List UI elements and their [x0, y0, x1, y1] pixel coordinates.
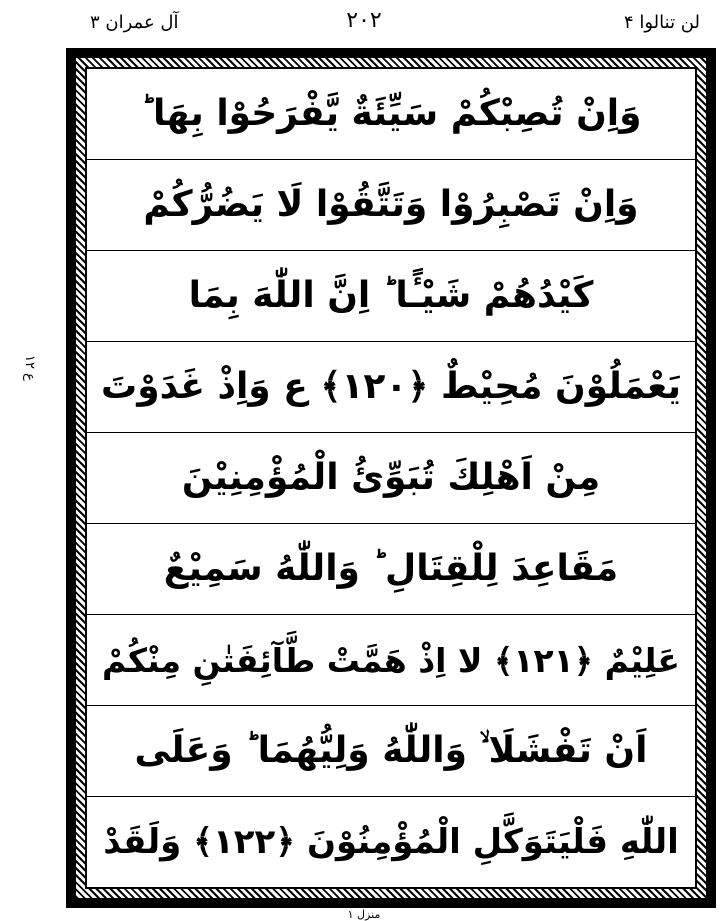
verse-line-text: يَعْمَلُوْنَ مُحِيْطٌ ﴿۱۲۰﴾ ع وَاِذْ غَدَوْتَ	[101, 366, 681, 407]
verse-line	[87, 433, 695, 524]
verse-line	[87, 160, 695, 251]
quran-text-block	[85, 67, 697, 889]
verse-line-text: مِنْ اَهْلِكَ تُبَوِّئُ الْمُؤْمِنِيْنَ	[181, 457, 601, 498]
verse-line-text: اللّٰهِ فَلْيَتَوَكَّلِ الْمُؤْمِنُوْنَ ﴿۱۲۲﴾ وَلَقَدْ	[103, 822, 679, 862]
verse-line	[87, 706, 695, 797]
verse-line-text: مَقَاعِدَ لِلْقِتَالِ ؕ وَاللّٰهُ سَمِيْعٌ	[163, 548, 619, 589]
verse-line	[87, 342, 695, 433]
verse-line	[87, 615, 695, 706]
verse-line-text: اَنْ تَفْشَلَا ۙ وَاللّٰهُ وَلِيُّهُمَا ؕ وَعَلَى	[134, 730, 648, 771]
verse-line	[87, 524, 695, 615]
border-pattern	[76, 58, 706, 898]
verse-line-text: كَيْدُهُمْ شَيْـًٔا ؕ اِنَّ اللّٰهَ بِمَا	[188, 275, 594, 316]
verse-line	[87, 251, 695, 342]
verse-line-text: وَاِنْ تَصْبِرُوْا وَتَتَّقُوْا لَا يَضُرُّكُمْ	[143, 184, 639, 225]
ruku-marker: ع ۱۲	[22, 355, 37, 381]
surah-name: آل عمران ۳	[90, 12, 179, 33]
juz-name: لن تنالوا ۴	[623, 12, 700, 33]
verse-line	[87, 69, 695, 160]
page-header	[0, 4, 728, 44]
verse-line-text: وَاِنْ تُصِبْكُمْ سَيِّئَةٌ يَّفْرَحُوْا بِهَا ؕ	[140, 93, 642, 134]
page-number: ۲۰۲	[346, 8, 382, 33]
decorative-border	[66, 48, 716, 908]
manzil-footer: منزل ۱	[347, 908, 381, 921]
verse-line-text: عَلِيْمٌ ﴿۱۲۱﴾ لا اِذْ هَمَّتْ طَّآئِفَتٰنِ مِنْكُمْ	[102, 640, 680, 680]
verse-line	[87, 797, 695, 887]
